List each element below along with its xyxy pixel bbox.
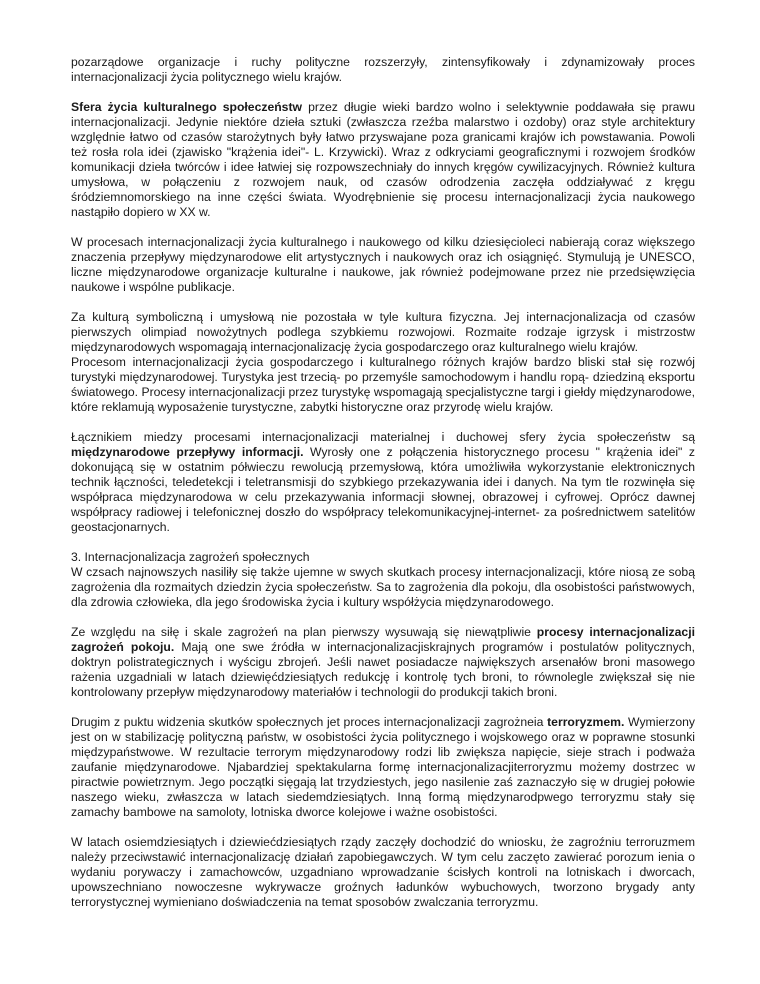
bold-phrase: Sfera życia kulturalnego społeczeństw	[71, 100, 302, 114]
paragraph-threats-intro: W czsach najnowszych nasiliły się także ujemne w swych skutkach procesy internacjonalizacji, które niosą ze sobą zagrożenia dla rozmaitych dziedzin życia społeczeństw. Sa to zagrożenia dla pokoju, dla osobistości państwowych, dla zdrowia człowieka, dla jego środowiska życia i kultury współżycia międzynarodowego.	[71, 565, 695, 609]
section-heading: 3. Internacjonalizacja zagrożeń społecznych	[71, 550, 310, 564]
paragraph-cultural-flows: W procesach internacjonalizacji życia kulturalnego i naukowego od kilku dziesięcioleci nabierają coraz większego znaczenia przepływy międzynarodowe elit artystycznych i naukowych oraz ich osiągnięć. Stymulują je UNESCO, liczne międzynarodowe organizacje kulturalne i naukowe, jak również podejmowane przez nie przedsięwzięcia naukowe i wspólne publikacje.	[71, 235, 695, 294]
paragraph-political-intro: pozarządowe organizacje i ruchy polityczne rozszerzyły, zintensyfikowały i zdynamizowały proces internacjonalizacji życia politycznego wielu krajów.	[71, 55, 695, 84]
bold-phrase: procesy internacjonalizacji zagrożeń pokoju.	[71, 625, 695, 654]
paragraph-terrorism: Drugim z puktu widzenia skutków społecznych jet proces internacjonalizacji zagrożneia terroryzmem. Wymierzony jest on w stabilizację polityczną państw, w osobistości życia politycznego i wojskowego oraz w poprawne stosunki międzypaństwowe. W rezultacie terrorym międzynarodowy rodzi lib zwiększa napięcie, sieje strach i podważa zaufanie międzynarodowe. Njabardziej spektakularna formę internacjonalizacjiterroryzmu możemy dostrzec w piractwie powietrznym. Jego początki sięgają lat trzydziestych, jego nasilenie zaś zaznaczyło się w drugiej połowie naszego wieku, zwłaszcza w latach siedemdziesiątych. Inną formą międzynarodpwego terroryzmu stały się zamachy bambowe na samoloty, lotniska dworce kolejowe i ważne osobistości.	[71, 715, 695, 819]
bold-phrase: międzynarodowe przepływy informacji.	[71, 445, 304, 459]
paragraph-peace-threats: Ze względu na siłę i skale zagrożeń na plan pierwszy wysuwają się niewątpliwie procesy internacjonalizacji zagrożeń pokoju. Mają one swe źródła w internacjonalizacjiskrajnych programów i postulatów politycznych, doktryn polistrategicznych i wyścigu zbrojeń. Jeśli nawet posiadacze największych arsenałów broni masowego rażenia uzgadniali w latach dziewięćdziesiątych redukcję i kontrolę tych broni, to równolegle zwiększał się nie kontrolowany przepływ międzynarodowy materiałów i technologii do produkcji takich broni.	[71, 625, 695, 699]
paragraph-cultural-sphere: Sfera życia kulturalnego społeczeństw przez długie wieki bardzo wolno i selektywnie poddawała się prawu internacjonalizacji. Jedynie niektóre dzieła sztuki (zwłaszcza rzeźba malarstwo i ozdoby) oraz style architektury względnie łatwo od czasów starożytnych były łatwo przyswajane poza granicami krajów ich powstawania. Powoli też rosła rola idei (zjawisko "krążenia idei"- L. Krzywicki). Wraz z odkryciami geograficznymi i rozwojem środków komunikacji dzieła twórców i idee łatwiej się rozpowszechniały do innych kręgów cywilizacyjnych. Również kultura umysłowa, w połączeniu z rozwojem nauk, od czasów odrodzenia zaczęła oddziaływać z kręgu śródziemnomorskiego na inne części świata. Wyodrębnienie się procesu internacjonalizacji życia naukowego nastąpiło dopiero w XX w.	[71, 100, 695, 219]
paragraph-physical-culture: Za kulturą symboliczną i umysłową nie pozostała w tyle kultura fizyczna. Jej internacjonalizacja od czasów pierwszych olimpiad nowożytnych podlega szybkiemu rozwojowi. Rozmaite rodzaje igrzysk i mistrzostw międzynarodowych wspomagają internacjonalizację życia gospodarczego oraz kulturalnego wielu krajów.	[71, 310, 695, 354]
paragraph-counter-terrorism: W latach osiemdziesiątych i dziewiećdziesiątych rządy zaczęły dochodzić do wniosku, że zagroźniu terroruzmem należy przeciwstawić internacjonalizację działań zapobiegawczych. W tym celu zaczęto zawierać porozum ienia o wydaniu porywaczy i zamachowców, uzgadniano wprowadzanie ścisłych kontroli na lotniskach i dworcach, upowszechniano nowoczesne wykrywacze groźnych ładunków wybuchowych, tworzono brygady anty terrorystycznej wymieniano doświadczenia na temat sposobów zwalczania terroryzmu.	[71, 835, 695, 909]
paragraph-tourism: Procesom internacjonalizacji życia gospodarczego i kulturalnego różnych krajów bardzo bliski stał się rozwój turystyki międzynarodowej. Turystyka jest trzecią- po przemyśle samochodowym i handlu ropą- dziedziną eksportu światowego. Procesy internacjonalizacji przez turystykę wspomagają specjalistyczne targi i giełdy międzynarodowe, które reklamują wyposażenie turystyczne, zabytki historyczne oraz przyrodę wielu krajów.	[71, 355, 695, 414]
document-page	[71, 55, 695, 925]
bold-phrase: terroryzmem.	[547, 715, 625, 729]
paragraph-information-flows: Łącznikiem miedzy procesami internacjonalizacji materialnej i duchowej sfery życia społeczeństw są międzynarodowe przepływy informacji. Wyrosły one z połączenia historycznego procesu " krążenia idei" z dokonującą się w ostatnim półwieczu rewolucją przemysłową, która umożliwiła wykorzystanie elektronicznych technik łączności, teledetekcji i teletransmisji do szybkiego przekazywania idei i danych. Na tym tle rozwinęła się współpraca międzynarodowa w celu przekazywania informacji słownej, obrazowej i cyfrowej. Oprócz dawnej współpracy radiowej i telefonicznej doszło do współpracy telekomunikacyjnej-internet- za pośrednictwem satelitów geostacjonarnych.	[71, 430, 695, 534]
